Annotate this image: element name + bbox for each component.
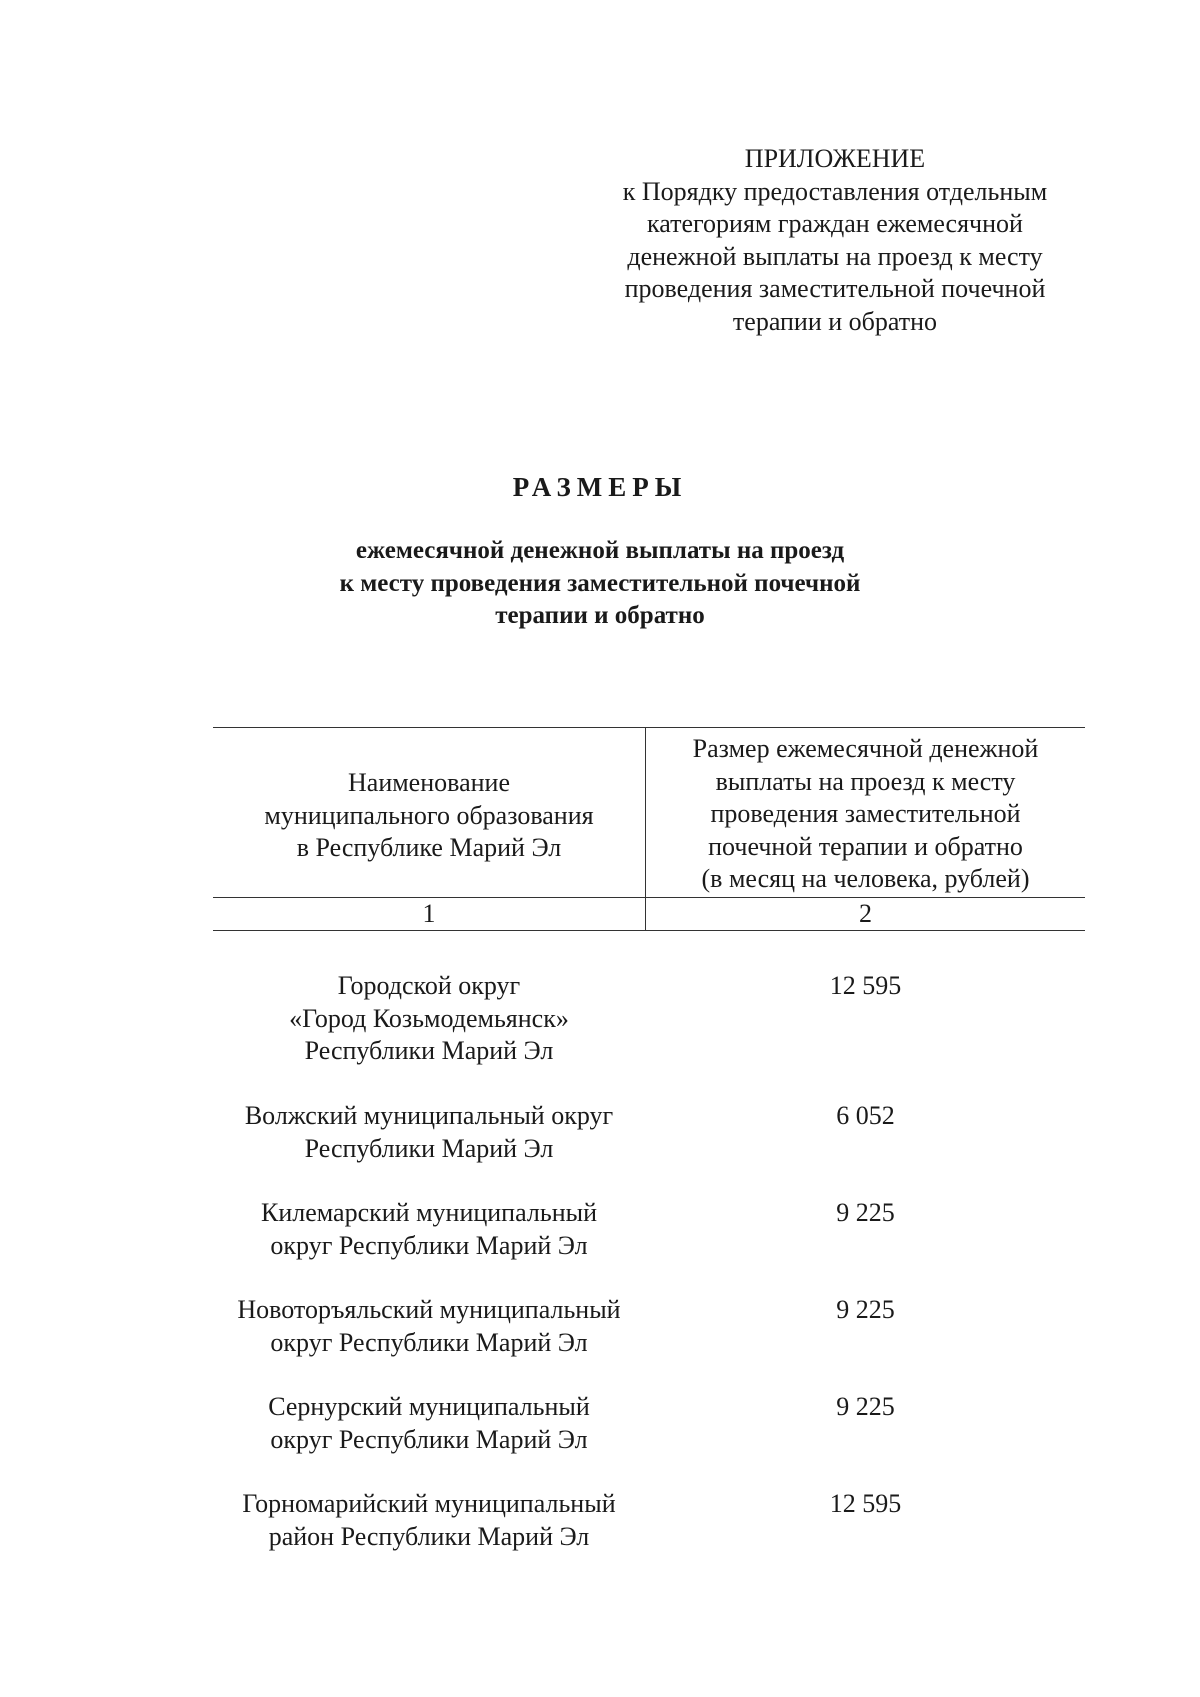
appendix-line: проведения заместительной почечной [624,274,1046,303]
row-amount: 9 225 [836,1295,895,1324]
name-line: Городской округ [337,971,521,1000]
table-rule-top [213,727,1085,728]
row-amount: 9 225 [836,1198,895,1227]
header-municipality [213,767,645,865]
name-line: округ Республики Марий Эл [270,1424,588,1454]
row-municipality [213,1294,645,1359]
document-subtitle [0,535,1200,633]
header-line: (в месяц на человека, рублей) [701,864,1030,893]
document-title: РАЗМЕРЫ [512,472,688,502]
name-line: Волжский муниципальный округ [244,1101,614,1130]
header-line: в Республике Марий Эл [296,833,562,862]
row-amount: 12 595 [829,971,902,1000]
table-rule-middle [213,897,1085,898]
row-amount: 9 225 [836,1392,895,1421]
column-number-2: 2 [859,899,872,928]
header-line: проведения заместительной [710,799,1021,828]
header-line: муниципального образования [264,800,594,830]
table-rule-bottom [213,930,1085,931]
appendix-line: к Порядку предоставления отдельным [622,176,1048,206]
appendix-line: терапии и обратно [732,306,938,336]
row-amount: 6 052 [836,1101,895,1130]
name-line: район Республики Марий Эл [268,1521,590,1551]
name-line: «Город Козьмодемьянск» [289,1003,569,1033]
column-number-1: 1 [422,899,436,928]
name-line: Республики Марий Эл [304,1036,554,1065]
appendix-line: денежной выплаты на проезд к месту [627,241,1043,271]
name-line: округ Республики Марий Эл [270,1327,588,1357]
row-municipality [213,1100,645,1165]
name-line: Новоторъяльский муниципальный [237,1295,621,1324]
name-line: Сернурский муниципальный [268,1392,590,1421]
header-line: выплаты на проезд к месту [715,766,1016,796]
appendix-title: ПРИЛОЖЕНИЕ [744,144,926,173]
row-municipality [213,1197,645,1262]
row-municipality [213,970,645,1068]
name-line: Килемарский муниципальный [260,1198,597,1227]
subtitle-line: терапии и обратно [495,602,705,629]
name-line: Республики Марий Эл [304,1133,554,1163]
row-amount: 12 595 [829,1489,902,1518]
header-line: почечной терапии и обратно [708,831,1023,861]
row-municipality [213,1488,645,1553]
appendix-line: категориям граждан ежемесячной [647,209,1023,238]
appendix-block [600,143,1070,338]
subtitle-line: ежемесячной денежной выплаты на проезд [355,537,845,564]
header-amount [646,733,1085,896]
name-line: Горномарийский муниципальный [242,1489,616,1518]
name-line: округ Республики Марий Эл [270,1230,588,1260]
header-line: Наименование [348,768,510,797]
row-municipality [213,1391,645,1456]
subtitle-line: к месту проведения заместительной почечной [339,569,861,597]
header-line: Размер ежемесячной денежной [692,734,1039,763]
